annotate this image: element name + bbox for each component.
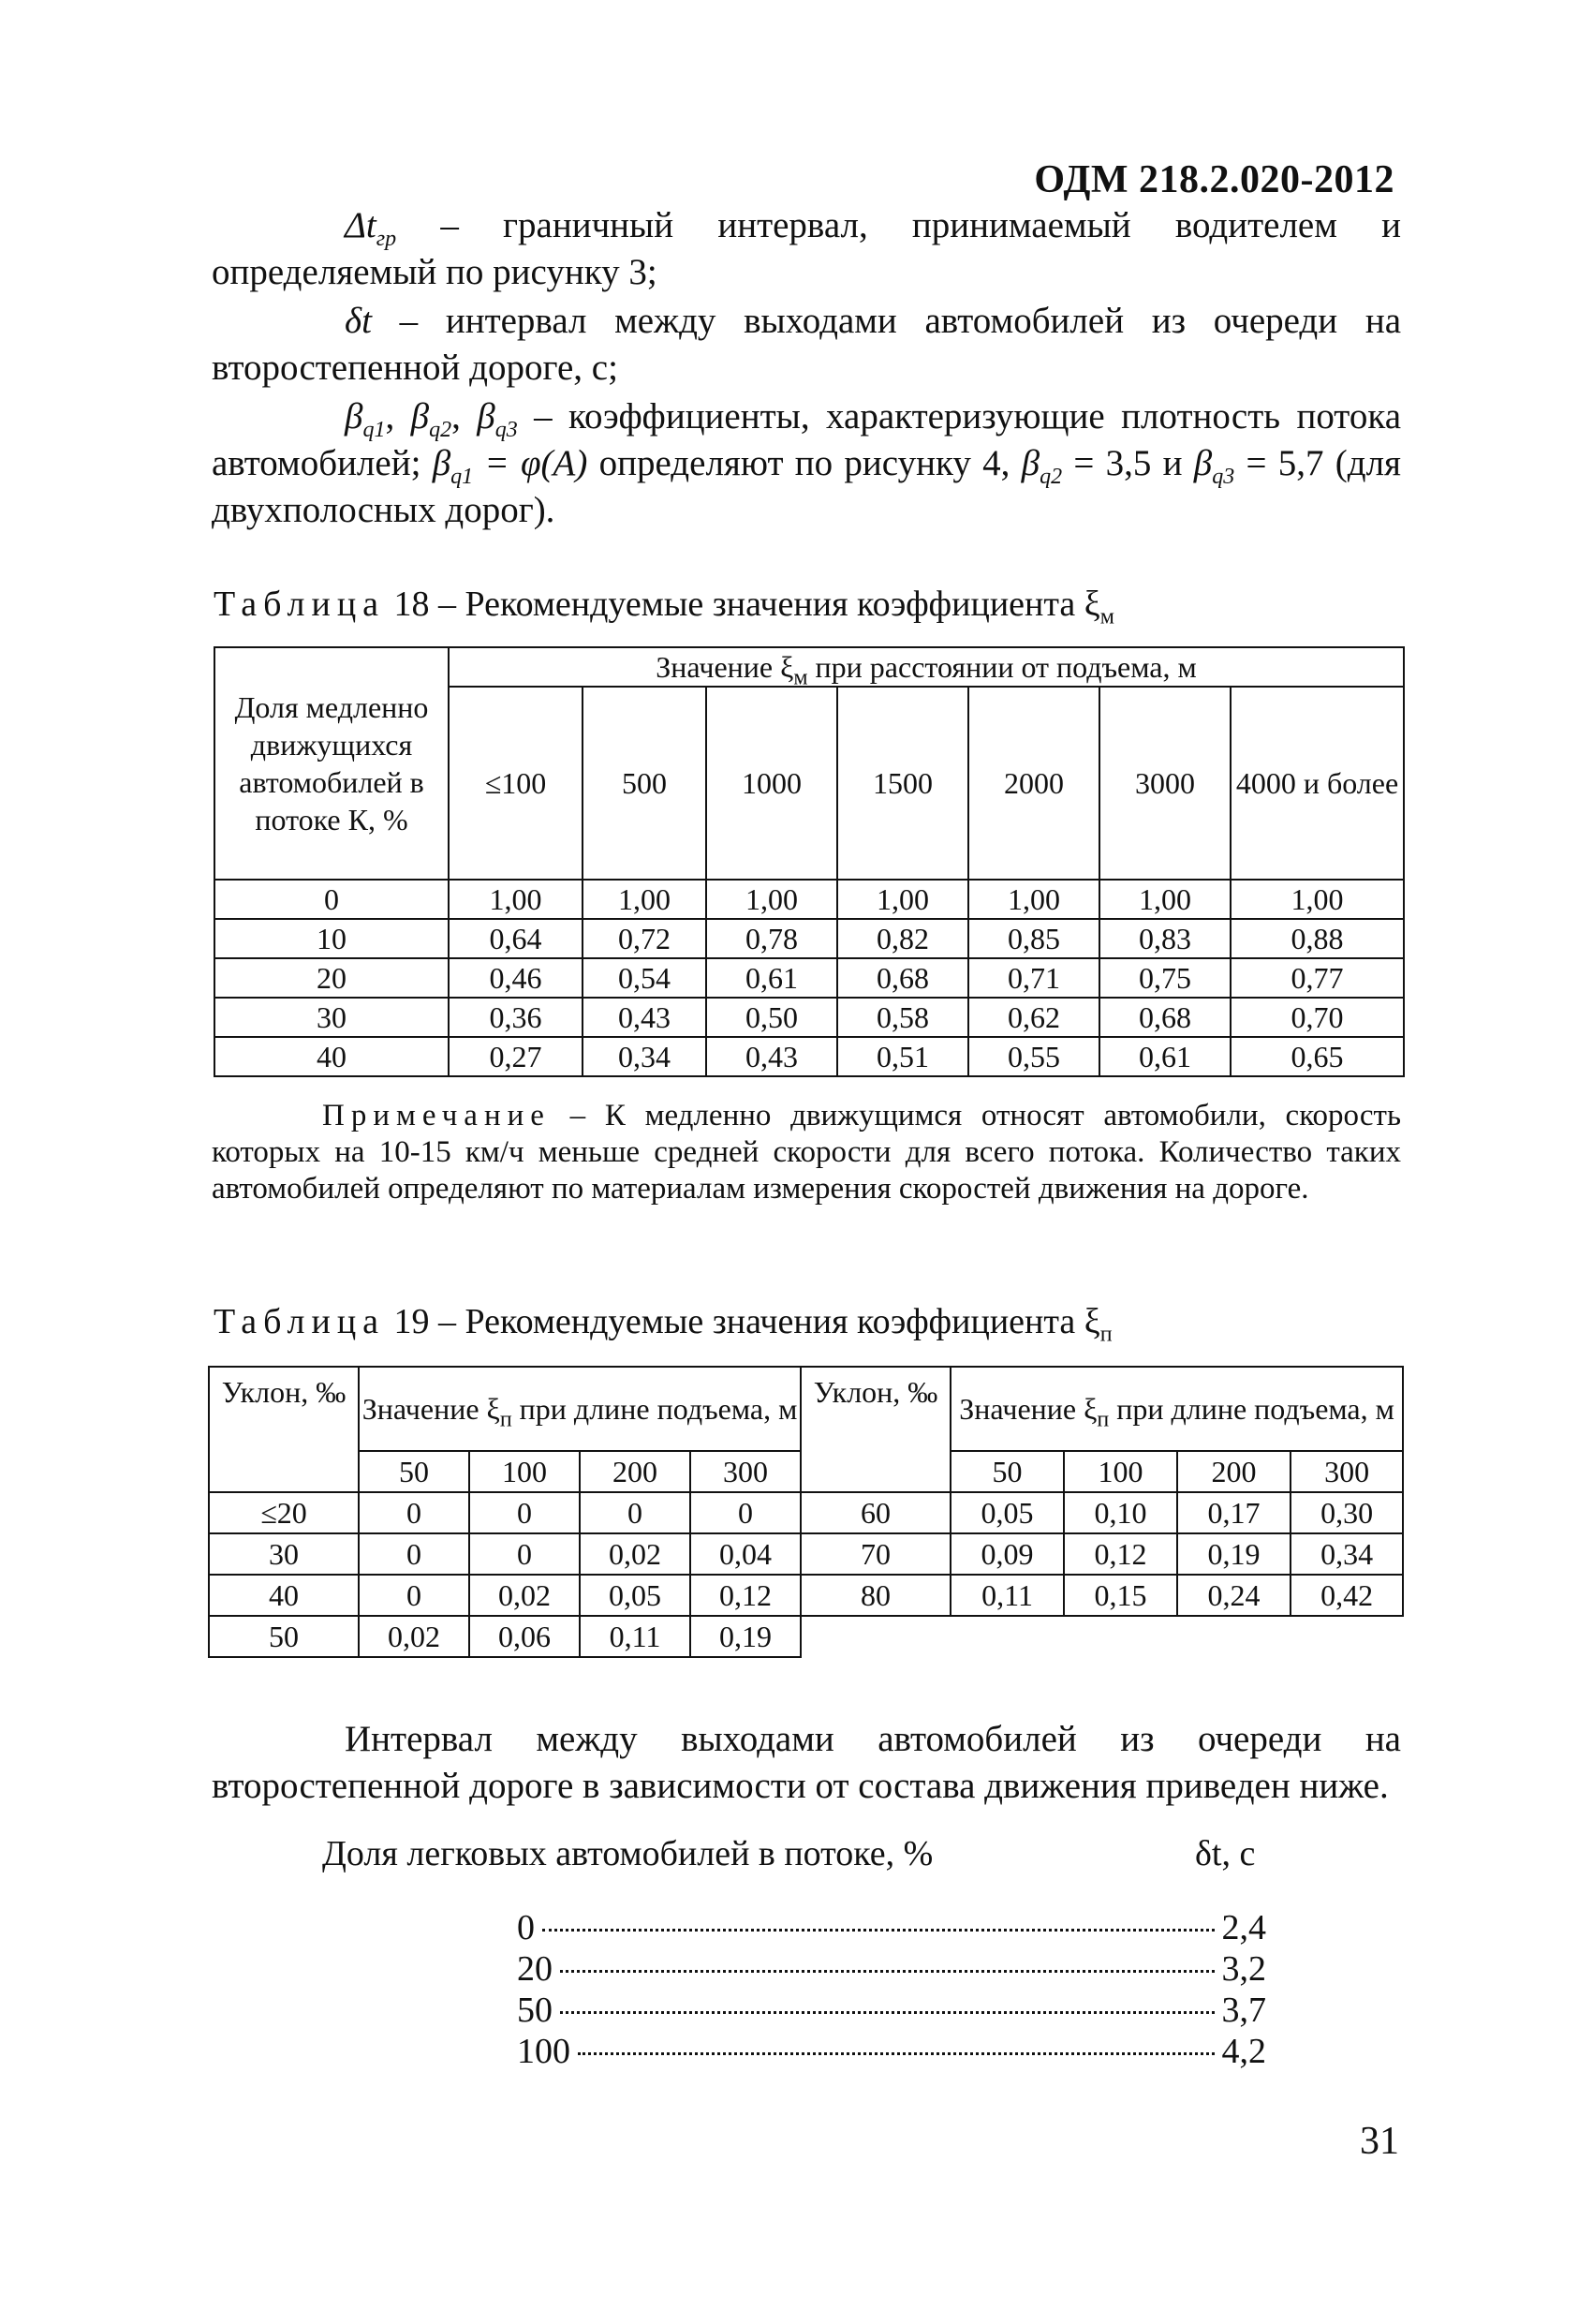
table-19-value-cell: 0	[469, 1492, 580, 1533]
table-19-value-cell: 0,02	[469, 1575, 580, 1616]
table-19-value-cell: 0,02	[580, 1533, 690, 1575]
table-19-value-cell: 0,19	[1177, 1533, 1291, 1575]
table-18-value-cell: 0,65	[1231, 1037, 1404, 1076]
table-19-length-header: 50	[951, 1451, 1064, 1492]
symbol-small-delta-t: δt	[345, 301, 372, 341]
table-18-value-cell: 0,83	[1099, 919, 1231, 958]
table-19-header-slope-left: Уклон, ‰	[209, 1367, 359, 1492]
table-18-share-cell: 0	[214, 880, 449, 919]
table-18-value-cell: 1,00	[837, 880, 968, 919]
definition-text: – интервал между выходами автомобилей из очереди на второстепенной дороге, с;	[212, 301, 1401, 388]
table-18-row	[214, 1037, 1404, 1076]
table-18-value-cell: 1,00	[706, 880, 837, 919]
table-19-value-cell: 0,24	[1177, 1575, 1291, 1616]
interval-share: 20	[517, 1949, 553, 1989]
table-19-value-cell: 0,19	[690, 1616, 801, 1657]
table-18-value-cell: 0,71	[968, 958, 1099, 998]
document-code: ОДМ 218.2.020-2012	[1034, 158, 1394, 201]
table-19-value-cell: 0,09	[951, 1533, 1064, 1575]
table-19-length-header: 100	[469, 1451, 580, 1492]
table-18-note: Примечание – К медленно движущимся относят автомобили, скорость которых на 10-15 км/ч меньше средней скорости для всего потока. Количество таких автомобилей определяют по материалам измерения скоростей движения на дороге.	[212, 1099, 1401, 1206]
table-19-row	[209, 1492, 1403, 1533]
table-19-value-cell: 0,30	[1291, 1492, 1403, 1533]
table-18-value-cell: 0,88	[1231, 919, 1404, 958]
definition-text: – граничный интервал, принимаемый водителем и определяемый по рисунку 3;	[212, 205, 1401, 292]
table-19-header-slope-right: Уклон, ‰	[801, 1367, 951, 1492]
table-18-header-share: Доля медленно движущихся автомобилей в потоке К, %	[214, 647, 449, 880]
table-19-value-cell: 0,12	[1064, 1533, 1177, 1575]
table-18-value-cell: 0,62	[968, 998, 1099, 1037]
definition-beta: $\beta_{q1}$, $\beta_{q2}$, $\beta_{q3}$ – коэффициенты, характеризующие плотность потока автомобилей; $\beta_{q1} = \varphi(A)$ определяют по рисунку 4, $\beta_{q2} = 3,5$ и $\beta_{q3} = 5,7$ (для двухполосных дорог).	[212, 396, 1402, 530]
interval-list-row	[517, 1990, 1266, 2031]
table-19-length-header: 200	[1177, 1451, 1291, 1492]
table-18-value-cell: 0,70	[1231, 998, 1404, 1037]
table-18-distance-header: 4000 и более	[1231, 687, 1404, 880]
table-18-value-cell: 0,68	[837, 958, 968, 998]
table-18-value-cell: 0,43	[583, 998, 706, 1037]
table-19-value-cell: 0,05	[580, 1575, 690, 1616]
table-19-value-cell: 0	[359, 1533, 469, 1575]
table-18-row	[214, 919, 1404, 958]
dot-leader	[560, 2011, 1215, 2014]
table-19-value-cell: 0,17	[1177, 1492, 1291, 1533]
table-19-slope-cell: 70	[801, 1533, 951, 1575]
table-19-value-cell: 0,15	[1064, 1575, 1177, 1616]
table-18-value-cell: 0,64	[449, 919, 583, 958]
table-18-value-cell: 1,00	[1231, 880, 1404, 919]
table-19-value-cell: 0,06	[469, 1616, 580, 1657]
table-19-value-cell: 0	[469, 1533, 580, 1575]
table-19-row	[209, 1533, 1403, 1575]
table-18-value-cell: 0,27	[449, 1037, 583, 1076]
table-19-header-values-right: Значение $\xi_п$ при длине подъема, м	[951, 1367, 1403, 1451]
table-18-distance-header: 500	[583, 687, 706, 880]
table-18-value-cell: 0,46	[449, 958, 583, 998]
table-18-value-cell: 0,55	[968, 1037, 1099, 1076]
table-19-value-cell: 0	[580, 1492, 690, 1533]
table-18-value-cell: 0,54	[583, 958, 706, 998]
definition-delta-t	[212, 298, 1401, 392]
interval-dt: 4,2	[1221, 2032, 1266, 2071]
interval-dt: 3,7	[1221, 1991, 1266, 2030]
table-19-length-header: 300	[690, 1451, 801, 1492]
table-18-value-cell: 0,85	[968, 919, 1099, 958]
interval-list-header-share: Доля легковых автомобилей в потоке, %	[322, 1834, 934, 1873]
interval-dt: 2,4	[1221, 1908, 1266, 1947]
table-19-row	[209, 1616, 1403, 1657]
definition-delta-t-gr	[212, 202, 1401, 296]
table-18-distance-header: 3000	[1099, 687, 1231, 880]
table-19-value-cell: 0,42	[1291, 1575, 1403, 1616]
table-19-slope-cell: 40	[209, 1575, 359, 1616]
table-19-length-header: 50	[359, 1451, 469, 1492]
interval-dt: 3,2	[1221, 1949, 1266, 1989]
table-18-distance-header: 2000	[968, 687, 1099, 880]
dot-leader	[578, 2052, 1215, 2055]
table-18-value-cell: 0,51	[837, 1037, 968, 1076]
table-19-empty-cell	[801, 1616, 1403, 1657]
table-19-value-cell: 0,12	[690, 1575, 801, 1616]
table-18-distance-header: 1500	[837, 687, 968, 880]
table-19-header-values-left: Значение $\xi_п$ при длине подъема, м	[359, 1367, 801, 1451]
interval-share: 100	[517, 2032, 570, 2071]
table-19-value-cell: 0,02	[359, 1616, 469, 1657]
table-19-value-cell: 0,11	[951, 1575, 1064, 1616]
dot-leader	[560, 1970, 1215, 1973]
table-18-value-cell: 0,75	[1099, 958, 1231, 998]
table-19-slope-cell: 50	[209, 1616, 359, 1657]
table-18-value-cell: 0,82	[837, 919, 968, 958]
interval-list-header-dt: δt, с	[1195, 1834, 1256, 1873]
table-19-value-cell: 0,04	[690, 1533, 801, 1575]
table-19-slope-cell: 80	[801, 1575, 951, 1616]
table-18-value-cell: 1,00	[449, 880, 583, 919]
table-18-value-cell: 0,50	[706, 998, 837, 1037]
table-19-length-header: 100	[1064, 1451, 1177, 1492]
table-18-header-group: Значение $\xi_м$ при расстоянии от подъема, м	[449, 647, 1404, 687]
table-18-value-cell: 1,00	[968, 880, 1099, 919]
table-19-value-cell: 0	[359, 1575, 469, 1616]
table-19	[208, 1366, 1404, 1658]
table-18-share-cell: 30	[214, 998, 449, 1037]
table-19-value-cell: 0	[690, 1492, 801, 1533]
table-18-row	[214, 998, 1404, 1037]
table-18-value-cell: 0,72	[583, 919, 706, 958]
table-18	[214, 646, 1405, 1077]
symbol-delta-t: $\Delta t_{гр}$	[345, 205, 397, 251]
table-19-slope-cell: ≤20	[209, 1492, 359, 1533]
table-18-value-cell: 0,58	[837, 998, 968, 1037]
table-18-value-cell: 0,61	[1099, 1037, 1231, 1076]
interval-share: 50	[517, 1991, 553, 2030]
interval-list-row	[517, 2031, 1266, 2072]
table-18-value-cell: 0,34	[583, 1037, 706, 1076]
table-19-value-cell: 0,11	[580, 1616, 690, 1657]
table-18-value-cell: 0,78	[706, 919, 837, 958]
table-19-value-cell: 0,10	[1064, 1492, 1177, 1533]
page-number: 31	[1360, 2120, 1399, 2163]
interval-share: 0	[517, 1908, 535, 1947]
table-18-value-cell: 0,68	[1099, 998, 1231, 1037]
table-18-value-cell: 0,36	[449, 998, 583, 1037]
table-18-share-cell: 10	[214, 919, 449, 958]
table-18-value-cell: 1,00	[583, 880, 706, 919]
table-18-distance-header: 1000	[706, 687, 837, 880]
table-18-value-cell: 0,61	[706, 958, 837, 998]
table-18-row	[214, 958, 1404, 998]
table-19-value-cell: 0,05	[951, 1492, 1064, 1533]
interval-list-row	[517, 1907, 1266, 1948]
table-18-share-cell: 20	[214, 958, 449, 998]
table-19-length-header: 300	[1291, 1451, 1403, 1492]
table-19-slope-cell: 30	[209, 1533, 359, 1575]
interval-paragraph: Интервал между выходами автомобилей из очереди на второстепенной дороге в зависимости от состава движения приведен ниже.	[212, 1719, 1401, 1806]
table-19-caption: Таблица 19 – Рекомендуемые значения коэффициента $\xi_п$	[214, 1302, 1113, 1347]
table-18-caption: Таблица 18 – Рекомендуемые значения коэффициента $\xi_м$	[214, 585, 1114, 629]
table-19-value-cell: 0	[359, 1492, 469, 1533]
dot-leader	[542, 1929, 1215, 1932]
interval-list-row	[517, 1948, 1266, 1990]
table-18-value-cell: 0,43	[706, 1037, 837, 1076]
table-18-distance-header: ≤100	[449, 687, 583, 880]
table-18-value-cell: 1,00	[1099, 880, 1231, 919]
table-18-row	[214, 880, 1404, 919]
table-19-row	[209, 1575, 1403, 1616]
table-19-slope-cell: 60	[801, 1492, 951, 1533]
table-18-value-cell: 0,77	[1231, 958, 1404, 998]
table-19-value-cell: 0,34	[1291, 1533, 1403, 1575]
table-19-length-header: 200	[580, 1451, 690, 1492]
table-18-share-cell: 40	[214, 1037, 449, 1076]
